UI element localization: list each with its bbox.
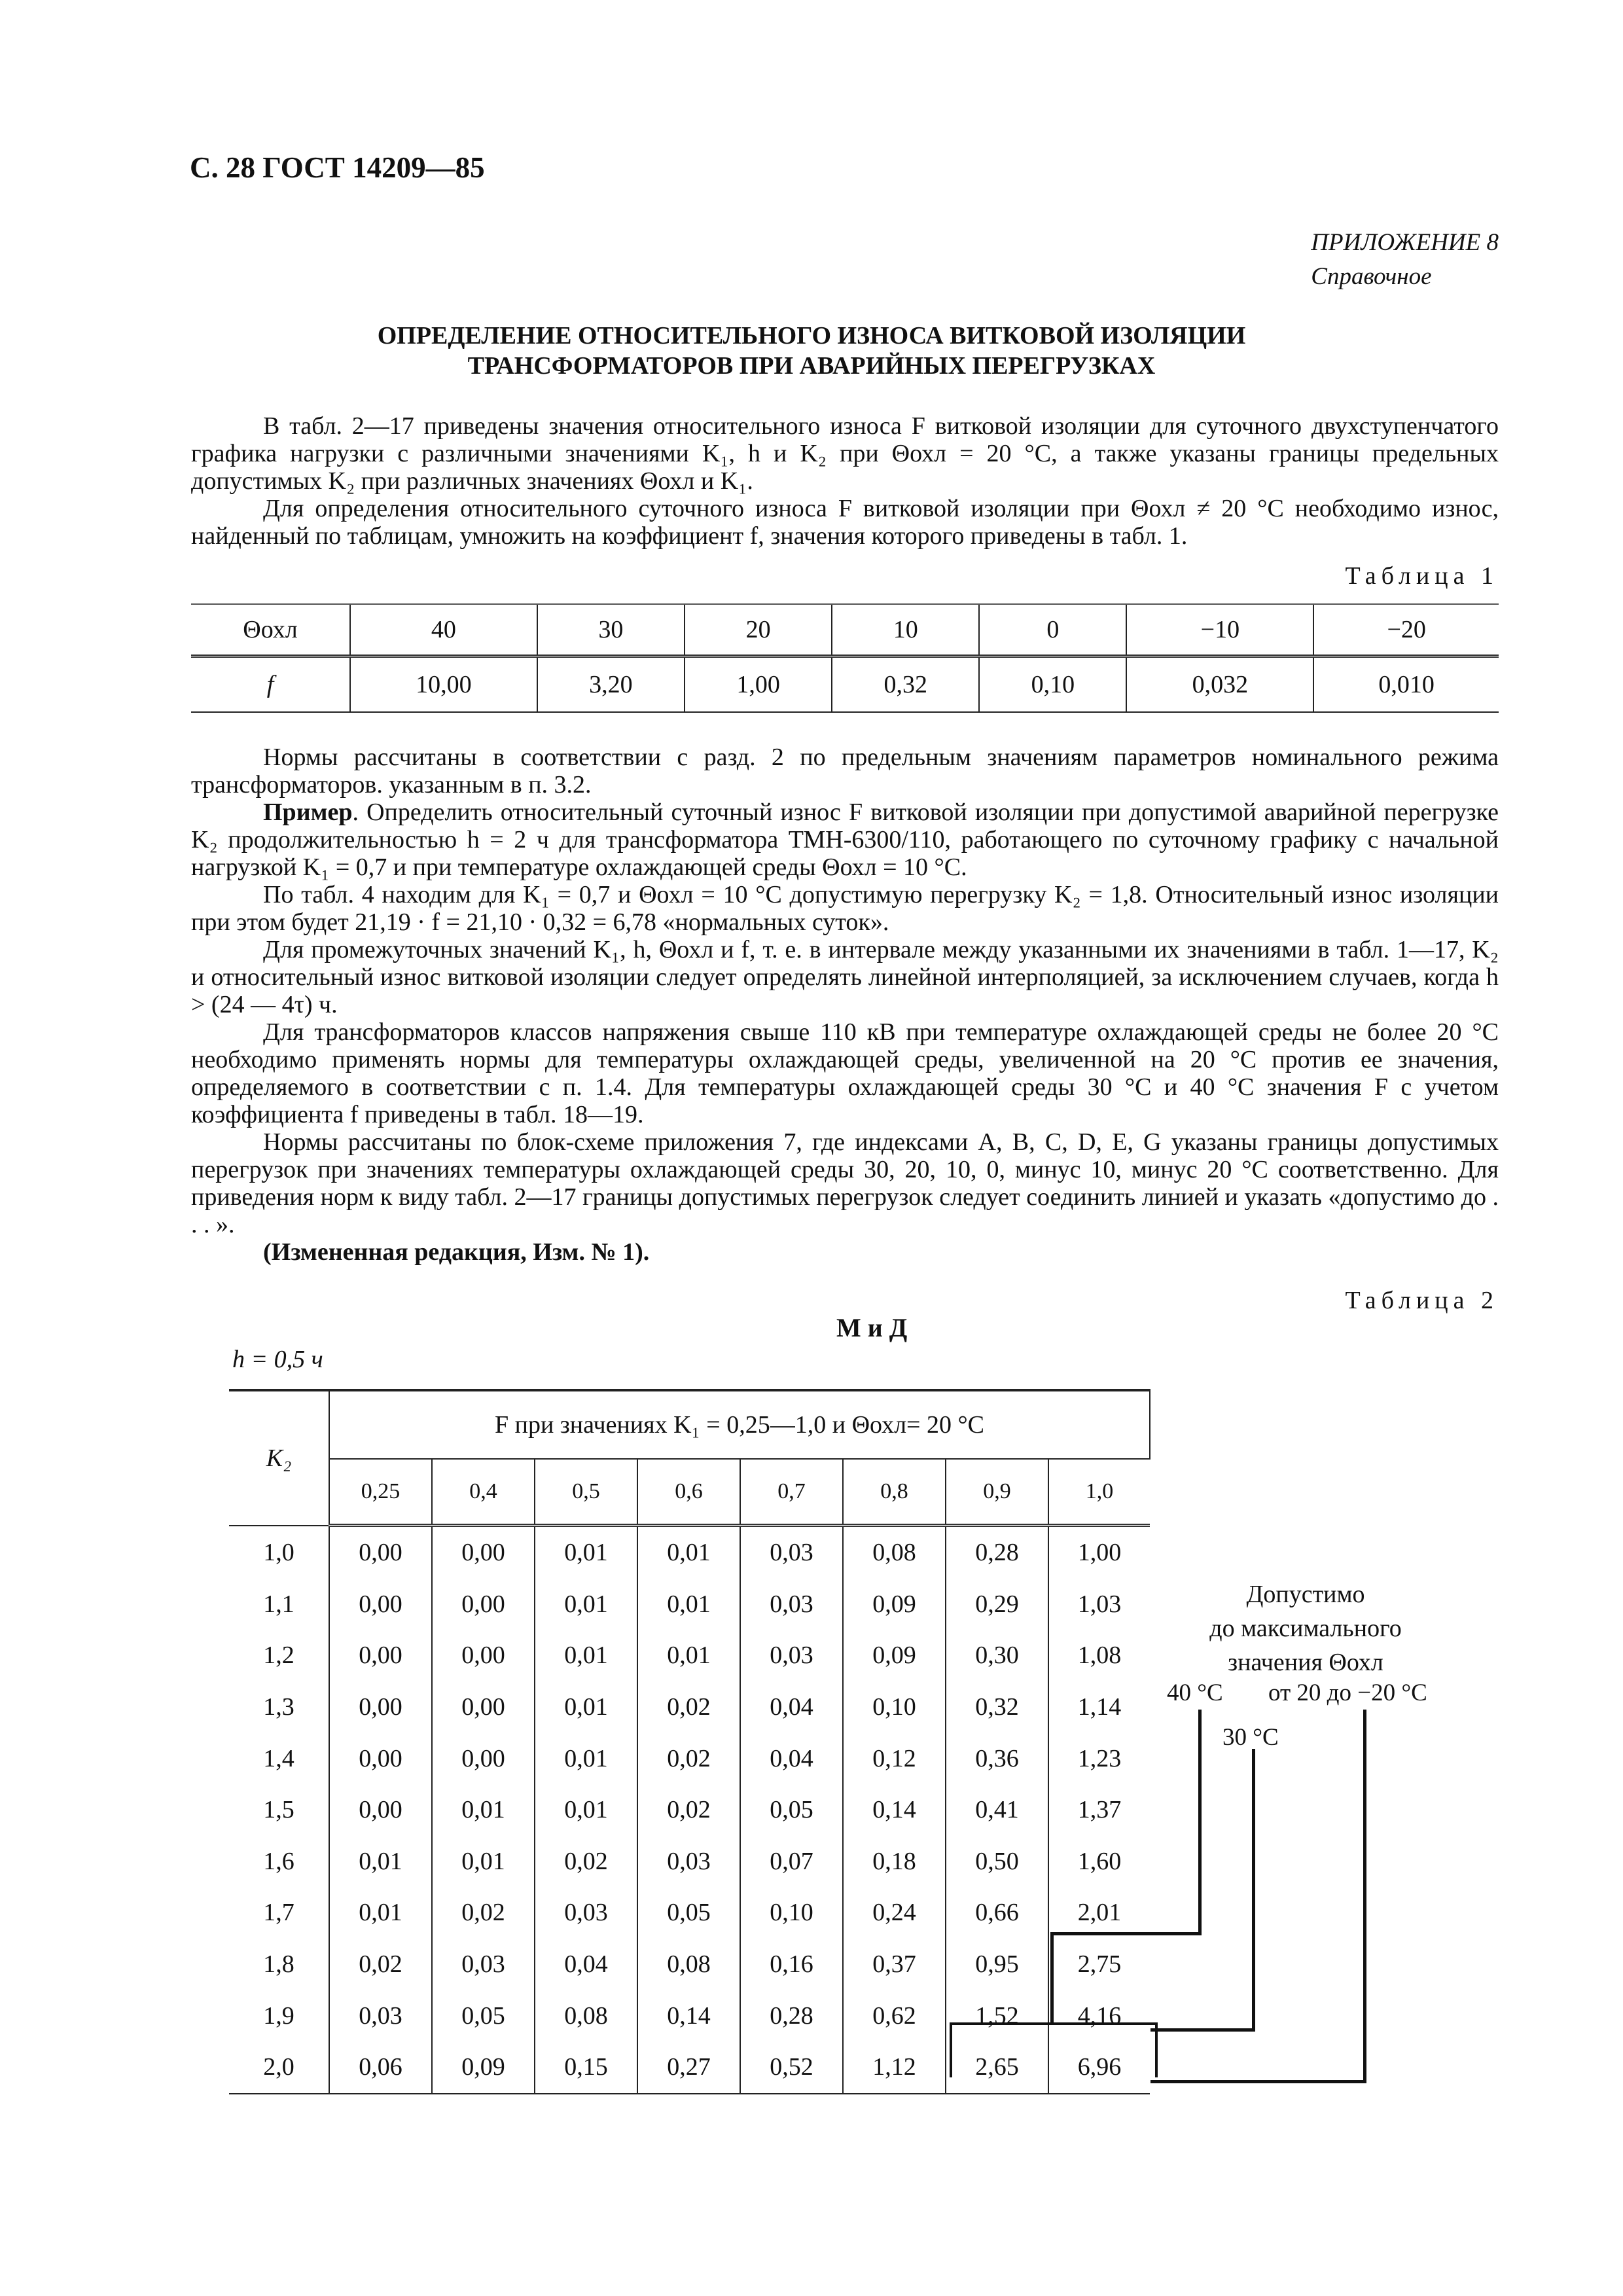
table2-value-cell: 0,00	[329, 1732, 432, 1784]
body-paragraph-1: Нормы рассчитаны в соответствии с разд. 2 по предельным значениям параметров номинального режима трансформаторов. указанным в п. 3.2.	[191, 744, 1499, 798]
table2-value-cell: 0,04	[740, 1732, 843, 1784]
table1-value-cell: 0,010	[1313, 656, 1499, 713]
table2-value-cell: 0,00	[329, 1579, 432, 1630]
table2-value-cell: 0,32	[946, 1681, 1048, 1733]
table2-value-cell: 1,08	[1048, 1630, 1150, 1681]
note-temp-20: от 20 до −20 °С	[1268, 1679, 1427, 1706]
table2-value-cell: 0,15	[535, 2041, 637, 2094]
table2-value-cell: 0,08	[637, 1939, 740, 1990]
appendix-type: Справочное	[1311, 263, 1432, 290]
table2-header-row-2	[229, 1459, 1150, 1526]
table2-value-cell: 0,08	[535, 1990, 637, 2041]
limit-leader-30	[1252, 1749, 1255, 2032]
table1-header-cell: 30	[537, 604, 685, 656]
table2-k1-header: 0,8	[843, 1459, 946, 1526]
table2-value-cell: 0,03	[535, 1887, 637, 1939]
table2-value-cell: 0,04	[740, 1681, 843, 1733]
table2-value-cell: 0,95	[946, 1939, 1048, 1990]
table2-header-row-1	[229, 1390, 1150, 1459]
table2-value-cell: 0,28	[946, 1526, 1048, 1579]
table2-value-cell: 0,29	[946, 1579, 1048, 1630]
table2-value-cell: 0,62	[843, 1990, 946, 2041]
table2-value-cell: 0,00	[329, 1526, 432, 1579]
table2-value-cell: 1,60	[1048, 1836, 1150, 1888]
table2-value-cell: 0,08	[843, 1526, 946, 1579]
table1-value-cell: 1,00	[685, 656, 832, 713]
table2-value-cell: 0,02	[432, 1887, 535, 1939]
table2-k2-cell: 1,7	[263, 1899, 294, 1927]
table2-value-cell: 0,01	[329, 1887, 432, 1939]
table2-value-cell: 0,52	[740, 2041, 843, 2094]
note-line-1: Допустимо	[1246, 1581, 1365, 1608]
table2-k2-cell: 1,2	[263, 1641, 294, 1670]
table2-row	[229, 1630, 1150, 1681]
table2-value-cell: 0,03	[432, 1939, 535, 1990]
table2-value-cell: 0,01	[432, 1784, 535, 1836]
table1-header-cell: −10	[1126, 604, 1313, 656]
table2-value-cell: 1,14	[1048, 1681, 1150, 1733]
table2-value-cell: 0,02	[535, 1836, 637, 1888]
intro-paragraph-2: Для определения относительного суточного износа F витковой изоляции при Θохл ≠ 20 °С необходимо износ, найденный по таблицам, умножить на коэффициент f, значения которого приведены в табл. 1.	[191, 495, 1499, 550]
table1-value-cell: 0,10	[979, 656, 1126, 713]
table-1	[191, 603, 1499, 713]
table2-value-cell: 0,50	[946, 1836, 1048, 1888]
table2-row	[229, 1887, 1150, 1939]
table2-row	[229, 1836, 1150, 1888]
table1-value-cell: 0,032	[1126, 656, 1313, 713]
table2-row	[229, 1526, 1150, 1579]
table1-value-row	[191, 656, 1499, 713]
table2-k2-cell: 1,8	[263, 1950, 294, 1979]
table2-value-cell: 0,02	[329, 1939, 432, 1990]
table2-value-cell: 0,05	[740, 1784, 843, 1836]
table2-value-cell: 0,01	[637, 1579, 740, 1630]
table2-body	[229, 1526, 1150, 2094]
table2-value-cell: 0,01	[535, 1784, 637, 1836]
table2-k1-header: 0,25	[329, 1459, 432, 1526]
table2-value-cell: 0,01	[432, 1836, 535, 1888]
table2-value-cell: 0,01	[535, 1579, 637, 1630]
table2-k1-header: 0,4	[432, 1459, 535, 1526]
table2-value-cell: 0,00	[329, 1681, 432, 1733]
title-line-1: ОПРЕДЕЛЕНИЕ ОТНОСИТЕЛЬНОГО ИЗНОСА ВИТКОВОЙ ИЗОЛЯЦИИ	[377, 322, 1246, 350]
table2-row	[229, 1579, 1150, 1630]
table2-value-cell: 0,27	[637, 2041, 740, 2094]
table2-value-cell: 0,00	[329, 1630, 432, 1681]
table2-value-cell: 0,18	[843, 1836, 946, 1888]
table2-k2-cell: 1,5	[263, 1796, 294, 1824]
note-temp-30: 30 °С	[1222, 1724, 1279, 1751]
table2-row	[229, 1990, 1150, 2041]
table2-value-cell: 0,37	[843, 1939, 946, 1990]
table2-value-cell: 2,01	[1048, 1887, 1150, 1939]
table2-k2-cell: 1,9	[263, 2001, 294, 2030]
title-line-2: ТРАНСФОРМАТОРОВ ПРИ АВАРИЙНЫХ ПЕРЕГРУЗКАХ	[467, 352, 1156, 380]
table1-caption: Таблица 1	[1345, 562, 1499, 590]
table2-k1-header: 0,5	[535, 1459, 637, 1526]
table2-group-header: F при значениях K₁ = 0,25—1,0 и Θохл= 20 °С	[329, 1390, 1150, 1459]
table2-value-cell: 0,06	[329, 2041, 432, 2094]
table2-k1-header: 1,0	[1048, 1459, 1150, 1526]
table2-value-cell: 0,12	[843, 1732, 946, 1784]
table2-row	[229, 1939, 1150, 1990]
table2-subtitle: М и Д	[836, 1313, 908, 1342]
table2-value-cell: 0,14	[637, 1990, 740, 2041]
body-paragraph-3: По табл. 4 находим для K₁ = 0,7 и Θохл = 10 °С допустимую перегрузку K₂ = 1,8. Относительный износ изоляции при этом будет 21,19 · f = 21,10 · 0,32 = 6,78 «нормальных суток».	[191, 881, 1499, 936]
table2-value-cell: 0,02	[637, 1681, 740, 1733]
table2-value-cell: 0,01	[535, 1732, 637, 1784]
limit-leader-20	[1363, 1710, 1366, 2083]
body-paragraph-4: Для промежуточных значений K₁, h, Θохл и f, т. е. в интервале между указанными их значениями в табл. 1—17, K₂ и относительный износ витковой изоляции следует определять линейной интерполяцией, за исключением случаев, когда h > (24 — 4τ) ч.	[191, 936, 1499, 1018]
table2-value-cell: 0,00	[432, 1630, 535, 1681]
table2-row	[229, 1784, 1150, 1836]
table2-value-cell: 0,28	[740, 1990, 843, 2041]
table2-value-cell: 0,66	[946, 1887, 1048, 1939]
intro-paragraph-1: В табл. 2—17 приведены значения относительного износа F витковой изоляции для суточного двухступенчатого графика нагрузки с различными значениями K₁, h и K₂ при Θохл = 20 °С, а также указаны границы предельных допустимых K₂ при различных значениях Θохл и K₁.	[191, 412, 1499, 495]
table2-value-cell: 0,16	[740, 1939, 843, 1990]
table2-value-cell: 0,41	[946, 1784, 1048, 1836]
table1-value-cell: 0,32	[832, 656, 979, 713]
table2-k2-cell: 1,1	[263, 1590, 294, 1618]
table2-caption: Таблица 2	[1345, 1287, 1499, 1314]
table2-value-cell: 0,00	[432, 1732, 535, 1784]
table1-header-label: Θохл	[191, 604, 350, 656]
table2-value-cell: 1,03	[1048, 1579, 1150, 1630]
table2-value-cell: 1,23	[1048, 1732, 1150, 1784]
table2-row	[229, 1732, 1150, 1784]
table2-k2-cell: 1,0	[263, 1538, 294, 1566]
table2-value-cell: 0,01	[329, 1836, 432, 1888]
example-label: Пример	[263, 798, 353, 826]
table2-value-cell: 0,03	[329, 1990, 432, 2041]
table1-value-cell: 10,00	[350, 656, 537, 713]
table1-header-row	[191, 604, 1499, 656]
table2-value-cell: 1,12	[843, 2041, 946, 2094]
limit-leader-40	[1198, 1710, 1202, 1935]
table2-k2-cell: 1,6	[263, 1847, 294, 1875]
table2-value-cell: 0,01	[535, 1630, 637, 1681]
table2-value-cell: 0,05	[432, 1990, 535, 2041]
table2-value-cell: 0,10	[843, 1681, 946, 1733]
table1-header-cell: −20	[1313, 604, 1499, 656]
table2-value-cell: 0,10	[740, 1887, 843, 1939]
page-header: С. 28 ГОСТ 14209—85	[190, 151, 485, 184]
revision-note: (Измененная редакция, Изм. № 1).	[263, 1238, 650, 1266]
table2-value-cell: 0,03	[637, 1836, 740, 1888]
table2-k2-cell: 1,4	[263, 1744, 294, 1772]
table2-value-cell: 0,00	[329, 1784, 432, 1836]
table2-value-cell: 0,04	[535, 1939, 637, 1990]
table2-value-cell: 0,07	[740, 1836, 843, 1888]
limit-line-30	[1150, 2028, 1255, 2032]
example-paragraph	[191, 798, 1499, 881]
permissible-note	[1207, 1577, 1404, 1679]
table-2	[229, 1389, 1150, 2094]
intro-text	[191, 412, 1499, 550]
appendix-number: ПРИЛОЖЕНИЕ 8	[1311, 229, 1499, 256]
table2-value-cell: 6,96	[1048, 2041, 1150, 2094]
table2-value-cell: 0,01	[535, 1526, 637, 1579]
body-text	[191, 744, 1499, 1266]
limit-line-20	[1150, 2080, 1366, 2083]
table2-value-cell: 0,02	[637, 1732, 740, 1784]
table2-value-cell: 0,09	[432, 2041, 535, 2094]
table2-value-cell: 0,09	[843, 1630, 946, 1681]
table2-value-cell: 0,36	[946, 1732, 1048, 1784]
table2-value-cell: 0,01	[637, 1630, 740, 1681]
limit-line-40	[1050, 1932, 1201, 1935]
table2-value-cell: 0,05	[637, 1887, 740, 1939]
table2-value-cell: 0,02	[637, 1784, 740, 1836]
table2-value-cell: 0,14	[843, 1784, 946, 1836]
appendix-label	[1311, 226, 1499, 294]
table2-h-label: h = 0,5 ч	[232, 1346, 323, 1373]
table2-k1-header: 0,9	[946, 1459, 1048, 1526]
table2-value-cell: 4,16	[1048, 1990, 1150, 2041]
table2-value-cell: 0,30	[946, 1630, 1048, 1681]
table2-value-cell: 0,01	[637, 1526, 740, 1579]
table1-header-cell: 0	[979, 604, 1126, 656]
note-line-2: до максимального	[1209, 1615, 1402, 1642]
table1-header-cell: 40	[350, 604, 537, 656]
table2-k2-cell: 2,0	[229, 2041, 329, 2094]
table2-row-header: K₂	[229, 1390, 329, 1526]
document-title	[0, 321, 1623, 381]
table2-row	[229, 1681, 1150, 1733]
table1-header-cell: 10	[832, 604, 979, 656]
example-text: . Определить относительный суточный износ F витковой изоляции при допустимой аварийной перегрузке K₂ продолжительностью h = 2 ч для трансформатора ТМН-6300/110, работающего по суточному графику с начальной нагрузкой K₁ = 0,7 и при температуре охлаждающей среды Θохл = 10 °С.	[191, 798, 1499, 881]
table2-k1-header: 0,7	[740, 1459, 843, 1526]
limit-line-40-vert	[1050, 1932, 1054, 2024]
table2-value-cell: 0,00	[432, 1526, 535, 1579]
body-paragraph-6: Нормы рассчитаны по блок-схеме приложения 7, где индексами A, B, C, D, E, G указаны границы допустимых перегрузок при значениях температуры охлаждающей среды 30, 20, 10, 0, минус 10, минус 20 °С соответственно. Для приведения норм к виду табл. 2—17 границы допустимых перегрузок следует соединить линией и указать «допустимо до . . . ».	[191, 1128, 1499, 1238]
table2-value-cell: 0,00	[432, 1681, 535, 1733]
table2-value-cell: 1,37	[1048, 1784, 1150, 1836]
table2-value-cell: 1,00	[1048, 1526, 1150, 1579]
table2-value-cell: 0,01	[535, 1681, 637, 1733]
table1-value-cell: 3,20	[537, 656, 685, 713]
note-temp-40: 40 °С	[1167, 1679, 1223, 1706]
table2-value-cell: 0,09	[843, 1579, 946, 1630]
table2-value-cell: 2,75	[1048, 1939, 1150, 1990]
table2-value-cell: 1,52	[946, 1990, 1048, 2041]
table2-k2-cell: 1,3	[263, 1693, 294, 1721]
table2-k1-header: 0,6	[637, 1459, 740, 1526]
table2-value-cell: 0,24	[843, 1887, 946, 1939]
table2-value-cell: 0,03	[740, 1579, 843, 1630]
table2-value-cell: 0,03	[740, 1630, 843, 1681]
note-line-3: значения Θохл	[1228, 1649, 1383, 1676]
body-paragraph-5: Для трансформаторов классов напряжения свыше 110 кВ при температуре охлаждающей среды не более 20 °С необходимо применять нормы для температуры охлаждающей среды, увеличенной на 20 °С против ее значения, определяемого в соответствии с п. 1.4. Для температуры охлаждающей среды 30 °С и 40 °С значения F с учетом коэффициента f приведены в табл. 18—19.	[191, 1018, 1499, 1128]
table2-value-cell: 2,65	[946, 2041, 1048, 2094]
table1-row-label: f	[191, 656, 350, 713]
table2-row	[229, 2041, 1150, 2094]
table2-value-cell: 0,03	[740, 1526, 843, 1579]
table2-value-cell: 0,00	[432, 1579, 535, 1630]
table1-header-cell: 20	[685, 604, 832, 656]
